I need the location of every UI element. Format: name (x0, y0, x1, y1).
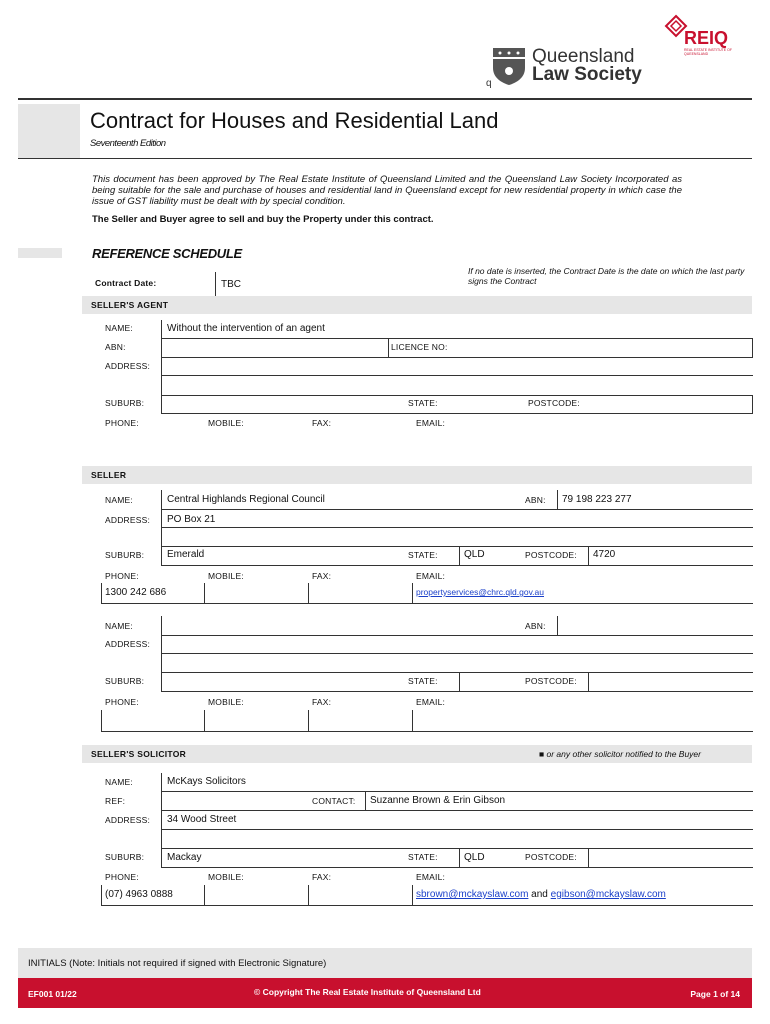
seller2-suburb-label: SUBURB: (105, 676, 145, 686)
solicitor-suburb-left (161, 848, 162, 867)
solicitor-rule-2 (161, 810, 753, 811)
agent-rule-2 (161, 357, 753, 358)
agent-licence-label: LICENCE NO: (391, 342, 448, 352)
seller-abn-value[interactable]: 79 198 223 277 (562, 494, 632, 505)
seller-email-left (412, 583, 413, 603)
agent-rule-1 (161, 338, 753, 339)
agree-statement: The Seller and Buyer agree to sell and buy the Property under this contract. (92, 214, 434, 225)
solicitor-note: ■ or any other solicitor notified to the Buyer (539, 749, 701, 759)
solicitor-name-label: NAME: (105, 777, 133, 787)
solicitor-contact-value[interactable]: Suzanne Brown & Erin Gibson (370, 795, 506, 806)
solicitor-address-value[interactable]: 34 Wood Street (167, 814, 237, 825)
contract-date-value[interactable]: TBC (221, 279, 241, 290)
solicitor-rule-4 (161, 848, 753, 849)
seller2-rule-2 (161, 653, 753, 654)
solicitor-phone-value[interactable]: (07) 4963 0888 (105, 889, 173, 900)
seller2-postcode-left (588, 672, 589, 691)
agent-suburb-right (752, 395, 753, 413)
solicitor-mobile-left (204, 885, 205, 905)
seller-postcode-left (588, 546, 589, 565)
seller-rule-1 (161, 509, 753, 510)
solicitor-state-value[interactable]: QLD (464, 852, 485, 863)
agent-postcode-label: POSTCODE: (528, 398, 580, 408)
seller-suburb-label: SUBURB: (105, 550, 145, 560)
seller-name-label: NAME: (105, 495, 133, 505)
seller-suburb-value[interactable]: Emerald (167, 549, 205, 560)
solicitor-rule-1 (161, 791, 753, 792)
agent-name-value[interactable]: Without the intervention of an agent (167, 323, 325, 334)
seller-phone-label: PHONE: (105, 571, 139, 581)
qls-logo (490, 44, 670, 88)
seller-email-value[interactable]: propertyservices@chrc.qld.gov.au (416, 587, 544, 597)
solicitor-phone-left (101, 885, 102, 905)
seller-mobile-label: MOBILE: (208, 571, 244, 581)
qls-line2: Law Society (532, 64, 642, 85)
solicitor-contact-left (365, 791, 366, 810)
seller2-email-left (412, 710, 413, 731)
solicitor-state-label: STATE: (408, 852, 438, 862)
solicitor-phone-label: PHONE: (105, 872, 139, 882)
seller-fax-label: FAX: (312, 571, 332, 581)
solicitor-email-left (412, 885, 413, 905)
reiq-wordmark: REIQ (684, 28, 729, 48)
agent-fax-label: FAX: (312, 418, 332, 428)
seller-phone-left (101, 583, 102, 603)
seller2-suburb-left (161, 672, 162, 691)
agent-phone-label: PHONE: (105, 418, 139, 428)
seller-heading-bar (82, 466, 752, 484)
seller2-mobile-label: MOBILE: (208, 697, 244, 707)
seller-address-label: ADDRESS: (105, 515, 151, 525)
seller-state-value[interactable]: QLD (464, 549, 485, 560)
agent-state-label: STATE: (408, 398, 438, 408)
seller2-rule-4 (161, 691, 753, 692)
initials-bar (18, 948, 752, 978)
agent-address-left (161, 357, 162, 395)
seller-abn-left (557, 490, 558, 509)
q-mark: q (486, 78, 492, 89)
solicitor-address-label: ADDRESS: (105, 815, 151, 825)
seller-rule-4 (161, 565, 753, 566)
solicitor-email2[interactable]: egibson@mckayslaw.com (550, 889, 666, 900)
qls-line1: Queensland (532, 46, 635, 67)
agent-licence-left (388, 338, 389, 357)
solicitor-ref-label: REF: (105, 796, 126, 806)
agent-abn-right (752, 338, 753, 357)
solicitor-rule-6 (101, 905, 753, 906)
seller-rule-5 (101, 603, 753, 604)
solicitor-contact-label: CONTACT: (312, 796, 356, 806)
seller-state-left (459, 546, 460, 565)
agent-rule-5 (161, 413, 753, 414)
seller-phone-value[interactable]: 1300 242 686 (105, 587, 167, 598)
seller2-fax-left (308, 710, 309, 731)
agent-abn-label: ABN: (105, 342, 126, 352)
seller2-rule-3 (161, 672, 753, 673)
seller2-rule-1 (161, 635, 753, 636)
seller2-phone-label: PHONE: (105, 697, 139, 707)
contract-date-label: Contract Date: (95, 278, 157, 288)
seller-state-label: STATE: (408, 550, 438, 560)
agent-suburb-label: SUBURB: (105, 398, 145, 408)
footer-bar (18, 978, 752, 1008)
solicitor-mobile-label: MOBILE: (208, 872, 244, 882)
agent-name-left (161, 320, 162, 338)
solicitor-fax-left (308, 885, 309, 905)
seller2-abn-left (557, 616, 558, 635)
seller-address-value[interactable]: PO Box 21 (167, 514, 216, 525)
contract-date-field-left (215, 272, 216, 296)
solicitor-email-label: EMAIL: (416, 872, 446, 882)
solicitor-heading: SELLER'S SOLICITOR (91, 749, 187, 759)
seller2-state-label: STATE: (408, 676, 438, 686)
reiq-logo (662, 14, 742, 62)
solicitor-email-line (416, 889, 666, 900)
reiq-tagline: REAL ESTATE INSTITUTE OF QUEENSLAND (684, 48, 732, 56)
seller-fax-left (308, 583, 309, 603)
solicitor-email-and: and (528, 889, 551, 900)
agent-mobile-label: MOBILE: (208, 418, 244, 428)
footer-copyright: © Copyright The Real Estate Institute of Queensland Ltd (254, 987, 481, 997)
agent-address-label: ADDRESS: (105, 361, 151, 371)
seller-rule-2 (161, 527, 753, 528)
agent-rule-4 (161, 395, 753, 396)
seller-rule-3 (161, 546, 753, 547)
seller2-address-label: ADDRESS: (105, 639, 151, 649)
seller-postcode-value[interactable]: 4720 (593, 549, 616, 560)
solicitor-rule-5 (161, 867, 753, 868)
agent-email-label: EMAIL: (416, 418, 446, 428)
qls-crest-icon (490, 46, 528, 86)
agent-rule-3 (161, 375, 753, 376)
footer-page: Page 1 of 14 (690, 989, 740, 999)
seller2-name-label: NAME: (105, 621, 133, 631)
intro-paragraph: This document has been approved by The Real Estate Institute of Queensland Limited and the Queensland Law Society Incorporated as being suitable for the sale and purchase of houses and residential land in Queensland except for new residential property in which case the issue of GST liability must be dealt with by special condition. (92, 174, 682, 207)
seller-email-label: EMAIL: (416, 571, 446, 581)
seller2-postcode-label: POSTCODE: (525, 676, 577, 686)
agent-name-label: NAME: (105, 323, 133, 333)
seller-suburb-left (161, 546, 162, 565)
seller-heading: SELLER (91, 470, 127, 480)
seller-name-value[interactable]: Central Highlands Regional Council (167, 494, 325, 505)
solicitor-fax-label: FAX: (312, 872, 332, 882)
seller2-mobile-left (204, 710, 205, 731)
solicitor-postcode-label: POSTCODE: (525, 852, 577, 862)
agent-suburb-left (161, 395, 162, 413)
solicitor-name-left (161, 773, 162, 791)
solicitor-rule-3 (161, 829, 753, 830)
footer-code: EF001 01/22 (28, 989, 77, 999)
edition-label: Seventeenth Edition (90, 138, 166, 149)
schedule-left-band (18, 248, 62, 258)
seller2-email-label: EMAIL: (416, 697, 446, 707)
solicitor-state-left (459, 848, 460, 867)
seller-abn-label: ABN: (525, 495, 546, 505)
agent-abn-left (161, 338, 162, 357)
seller-mobile-left (204, 583, 205, 603)
contract-date-note: If no date is inserted, the Contract Date is the date on which the last party signs the Contract (468, 266, 745, 286)
solicitor-suburb-label: SUBURB: (105, 852, 145, 862)
solicitor-ref-left (161, 791, 162, 810)
seller2-phone-left (101, 710, 102, 731)
page-title: Contract for Houses and Residential Land (90, 108, 499, 133)
schedule-title: REFERENCE SCHEDULE (92, 246, 242, 261)
solicitor-name-value[interactable]: McKays Solicitors (167, 776, 246, 787)
sellers-agent-heading-bar (82, 296, 752, 314)
seller2-rule-5 (101, 731, 753, 732)
title-rule (18, 98, 752, 100)
initials-label: INITIALS (Note: Initials not required if signed with Electronic Signature) (28, 958, 327, 969)
solicitor-postcode-left (588, 848, 589, 867)
solicitor-email1[interactable]: sbrown@mckayslaw.com (416, 889, 529, 900)
seller2-fax-label: FAX: (312, 697, 332, 707)
seller2-name-left (161, 616, 162, 635)
seller-postcode-label: POSTCODE: (525, 550, 577, 560)
title-bottom-rule (18, 158, 752, 159)
title-left-band (18, 104, 80, 158)
seller-name-left (161, 490, 162, 509)
solicitor-suburb-value[interactable]: Mackay (167, 852, 202, 863)
seller2-state-left (459, 672, 460, 691)
seller2-abn-label: ABN: (525, 621, 546, 631)
sellers-agent-heading: SELLER'S AGENT (91, 300, 169, 310)
